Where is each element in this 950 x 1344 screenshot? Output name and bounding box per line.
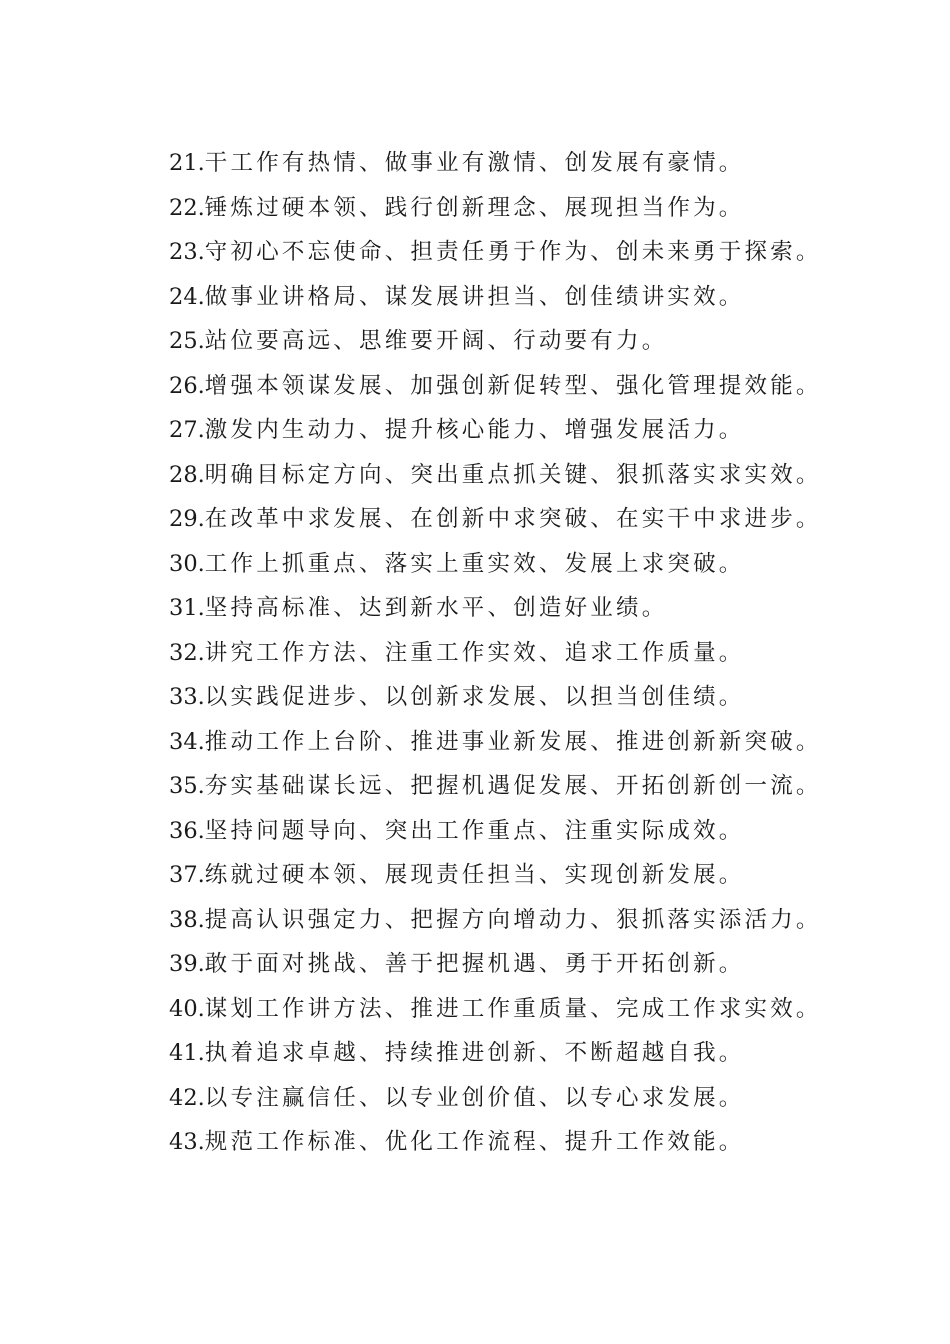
item-number: 30.: [169, 550, 205, 577]
list-item: [169, 942, 822, 987]
list-item: [169, 141, 822, 186]
item-text: 执着追求卓越、持续推进创新、不断超越自我。: [204, 1040, 745, 1066]
list-item: [169, 230, 822, 275]
item-number: 39.: [169, 951, 205, 977]
item-number: 36.: [169, 817, 205, 844]
item-text: 规范工作标准、优化工作流程、提升工作效能。: [204, 1129, 745, 1155]
list-item: [169, 853, 822, 898]
list-item: [169, 675, 822, 720]
item-text: 以实践促进步、以创新求发展、以担当创佳绩。: [204, 684, 745, 710]
item-text: 坚持高标准、达到新水平、创造好业绩。: [204, 595, 668, 621]
list-item: [169, 809, 822, 854]
list-item: [169, 408, 822, 453]
slogan-list: [169, 141, 822, 1165]
item-text: 增强本领谋发展、加强创新促转型、强化管理提效能。: [204, 372, 822, 399]
item-text: 提高认识强定力、把握方向增动力、狠抓落实添活力。: [204, 906, 822, 933]
list-item: [169, 1031, 822, 1076]
item-text: 坚持问题导向、突出工作重点、注重实际成效。: [204, 817, 745, 844]
list-item: [169, 1076, 822, 1121]
list-item: [169, 453, 822, 498]
item-text: 站位要高远、思维要开阔、行动要有力。: [204, 328, 668, 354]
item-text: 明确目标定方向、突出重点抓关键、狠抓落实求实效。: [204, 461, 822, 488]
item-number: 40.: [169, 995, 205, 1022]
item-text: 夯实基础谋长远、把握机遇促发展、开拓创新创一流。: [204, 773, 822, 799]
item-number: 41.: [169, 1040, 205, 1066]
item-number: 32.: [169, 639, 205, 666]
item-number: 26.: [169, 372, 205, 399]
item-text: 练就过硬本领、展现责任担当、实现创新发展。: [204, 862, 745, 888]
item-number: 42.: [169, 1084, 205, 1111]
item-text: 推动工作上台阶、推进事业新发展、推进创新新突破。: [204, 728, 822, 755]
list-item: [169, 275, 822, 320]
list-item: [169, 364, 822, 409]
list-item: [169, 764, 822, 809]
list-item: [169, 631, 822, 676]
list-item: [169, 542, 822, 587]
list-item: [169, 319, 822, 364]
list-item: [169, 1120, 822, 1165]
item-number: 22.: [169, 194, 205, 221]
item-text: 以专注赢信任、以专业创价值、以专心求发展。: [204, 1084, 745, 1111]
item-number: 37.: [169, 862, 205, 888]
item-number: 21.: [169, 150, 205, 176]
item-number: 35.: [169, 773, 205, 799]
list-item: [169, 720, 822, 765]
item-number: 34.: [169, 728, 205, 755]
item-text: 讲究工作方法、注重工作实效、追求工作质量。: [204, 639, 745, 666]
item-text: 锤炼过硬本领、践行创新理念、展现担当作为。: [204, 194, 745, 221]
list-item: [169, 987, 822, 1032]
list-item: [169, 186, 822, 231]
item-text: 工作上抓重点、落实上重实效、发展上求突破。: [204, 550, 745, 577]
item-number: 38.: [169, 906, 205, 933]
item-text: 干工作有热情、做事业有激情、创发展有豪情。: [204, 150, 745, 176]
item-number: 31.: [169, 595, 205, 621]
item-number: 24.: [169, 283, 205, 310]
list-item: [169, 898, 822, 943]
item-number: 33.: [169, 684, 205, 710]
item-text: 激发内生动力、提升核心能力、增强发展活力。: [204, 417, 745, 443]
item-text: 谋划工作讲方法、推进工作重质量、完成工作求实效。: [204, 995, 822, 1022]
item-number: 29.: [169, 506, 205, 532]
list-item: [169, 586, 822, 631]
item-text: 敢于面对挑战、善于把握机遇、勇于开拓创新。: [204, 951, 745, 977]
item-number: 28.: [169, 461, 205, 488]
item-number: 23.: [169, 239, 205, 265]
item-text: 守初心不忘使命、担责任勇于作为、创未来勇于探索。: [204, 239, 822, 265]
item-number: 25.: [169, 328, 205, 354]
item-number: 43.: [169, 1129, 205, 1155]
item-number: 27.: [169, 417, 205, 443]
item-text: 做事业讲格局、谋发展讲担当、创佳绩讲实效。: [204, 283, 745, 310]
item-text: 在改革中求发展、在创新中求突破、在实干中求进步。: [204, 506, 822, 532]
list-item: [169, 497, 822, 542]
